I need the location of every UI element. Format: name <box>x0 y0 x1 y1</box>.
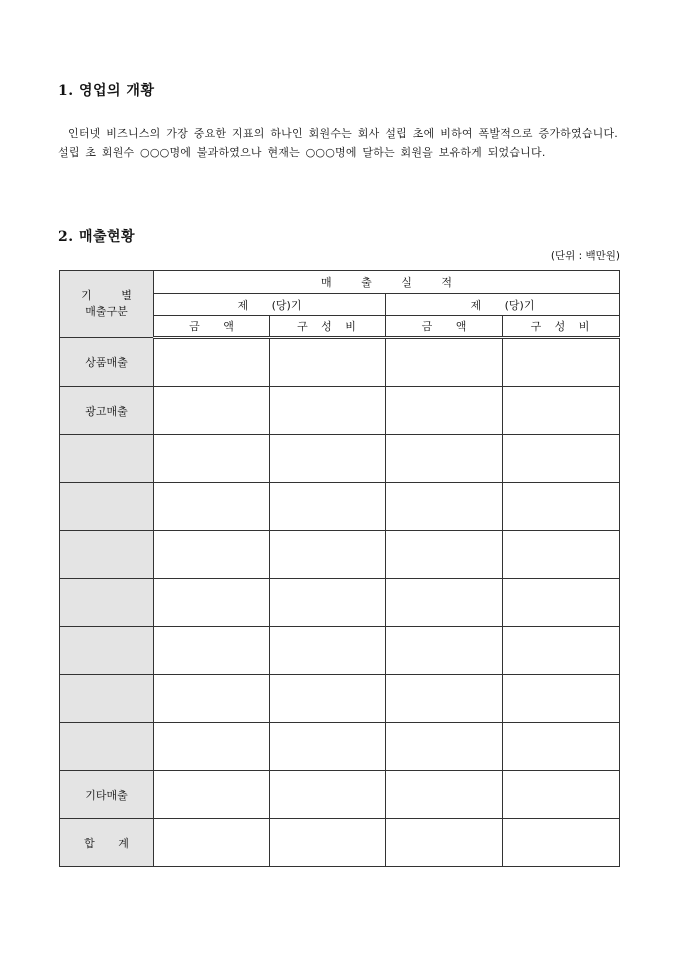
table-cell[interactable] <box>503 483 620 531</box>
table-cell[interactable] <box>386 771 503 819</box>
table-cell[interactable] <box>270 483 386 531</box>
table-cell[interactable] <box>270 819 386 867</box>
table-cell[interactable] <box>503 627 620 675</box>
table-row <box>60 627 620 675</box>
table-cell[interactable] <box>503 387 620 435</box>
row-label-blank <box>60 627 154 675</box>
table-row <box>60 675 620 723</box>
table-row <box>60 338 620 387</box>
table-cell[interactable] <box>154 579 270 627</box>
table-cell[interactable] <box>503 675 620 723</box>
period-2-header: 제 (당)기 <box>386 294 620 316</box>
table-cell[interactable] <box>503 771 620 819</box>
table-cell[interactable] <box>503 531 620 579</box>
table-cell[interactable] <box>154 675 270 723</box>
table-cell[interactable] <box>503 435 620 483</box>
table-cell[interactable] <box>270 675 386 723</box>
business-overview-paragraph: 인터넷 비즈니스의 가장 중요한 지표의 하나인 회원수는 회사 설립 초에 비하여 폭발적으로 증가하였습니다. 설립 초 회원수 ○○○명에 불과하였으나 현재는 ○○○명에 달하는 회원을 보유하게 되었습니다. <box>58 127 618 159</box>
row-label-ad-sales: 광고매출 <box>60 387 154 435</box>
table-cell[interactable] <box>270 435 386 483</box>
table-row <box>60 579 620 627</box>
row-label-blank <box>60 579 154 627</box>
amount-header-2: 금 액 <box>386 316 503 338</box>
table-cell[interactable] <box>503 723 620 771</box>
table-cell[interactable] <box>154 627 270 675</box>
table-cell[interactable] <box>270 723 386 771</box>
amount-header-1: 금 액 <box>154 316 270 338</box>
table-row <box>60 771 620 819</box>
table-cell[interactable] <box>386 387 503 435</box>
ratio-header-1: 구 성 비 <box>270 316 386 338</box>
section-title-sales-status: 2. 매출현황 <box>58 229 136 245</box>
row-label-blank <box>60 675 154 723</box>
table-cell[interactable] <box>154 435 270 483</box>
table-cell[interactable] <box>154 771 270 819</box>
sales-table <box>59 270 620 867</box>
table-cell[interactable] <box>386 483 503 531</box>
table-row <box>60 819 620 867</box>
table-row <box>60 387 620 435</box>
table-cell[interactable] <box>386 627 503 675</box>
table-cell[interactable] <box>386 723 503 771</box>
table-cell[interactable] <box>386 819 503 867</box>
row-label-product-sales: 상품매출 <box>60 338 154 387</box>
table-cell[interactable] <box>154 387 270 435</box>
unit-label: (단위 : 백만원) <box>550 250 620 262</box>
row-label-total: 합 계 <box>60 819 154 867</box>
table-cell[interactable] <box>154 531 270 579</box>
ratio-header-2: 구 성 비 <box>503 316 620 338</box>
corner-header-category: 매출구분 <box>85 305 128 318</box>
table-cell[interactable] <box>386 435 503 483</box>
table-cell[interactable] <box>503 819 620 867</box>
table-cell[interactable] <box>270 771 386 819</box>
table-cell[interactable] <box>270 338 386 387</box>
table-cell[interactable] <box>270 387 386 435</box>
section-title-business-overview: 1. 영업의 개황 <box>58 83 155 99</box>
table-cell[interactable] <box>386 675 503 723</box>
sales-results-header: 매 출 실 적 <box>154 271 620 294</box>
period-1-header: 제 (당)기 <box>154 294 386 316</box>
table-cell[interactable] <box>270 531 386 579</box>
table-cell[interactable] <box>270 579 386 627</box>
table-header-row <box>60 271 620 294</box>
table-cell[interactable] <box>154 483 270 531</box>
row-label-blank <box>60 435 154 483</box>
table-cell[interactable] <box>154 338 270 387</box>
table-row <box>60 483 620 531</box>
table-cell[interactable] <box>154 819 270 867</box>
row-label-blank <box>60 531 154 579</box>
table-cell[interactable] <box>386 579 503 627</box>
table-cell[interactable] <box>503 338 620 387</box>
row-label-blank <box>60 483 154 531</box>
table-cell[interactable] <box>503 579 620 627</box>
table-row <box>60 723 620 771</box>
row-label-other-sales: 기타매출 <box>60 771 154 819</box>
corner-header-period: 기 별 <box>81 289 132 302</box>
table-row <box>60 435 620 483</box>
corner-header-cell <box>60 271 154 338</box>
table-cell[interactable] <box>154 723 270 771</box>
row-label-blank <box>60 723 154 771</box>
table-cell[interactable] <box>386 338 503 387</box>
table-cell[interactable] <box>270 627 386 675</box>
table-row <box>60 531 620 579</box>
table-cell[interactable] <box>386 531 503 579</box>
